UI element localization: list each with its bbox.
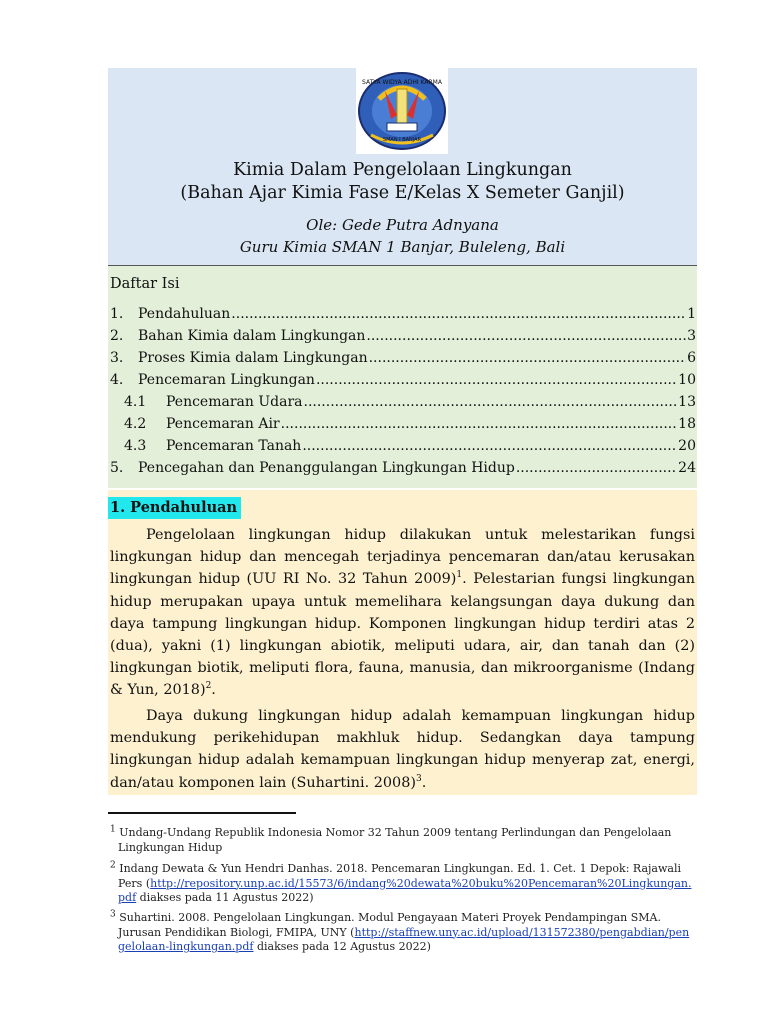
footnote-number: 3 (110, 909, 116, 920)
toc-item-label: Bahan Kimia dalam Lingkungan (138, 328, 366, 344)
toc-subitem[interactable] (110, 413, 696, 435)
toc-item-label: Pencegahan dan Penanggulangan Lingkungan Hidup (138, 460, 515, 476)
section-heading: 1. Pendahuluan (108, 497, 241, 519)
toc-leader-dots (516, 457, 677, 479)
footnote-number: 2 (110, 860, 116, 871)
toc-item-number: 4.3 (124, 438, 147, 454)
footnote-link[interactable]: http://repository.unp.ac.id/15573/6/indang%20dewata%20buku%20Pencemaran%20Lingkungan.pdf (118, 876, 692, 904)
footnote-text: Indang Dewata & Yun Hendri Danhas. 2018. Pencemaran Lingkungan. Ed. 1. Cet. 1 Depok: Rajawali Pers ( (115, 862, 681, 890)
section-pendahuluan (108, 490, 697, 795)
paragraph-text: Daya dukung lingkungan hidup adalah kemampuan lingkungan hidup mendukung perikehidupan makhluk hidup. Sedangkan daya tampung lingkungan hidup adalah kemampuan lingkungan hidup menyerap zat, energi, dan/atau komponen lain (Suhartini. 2008) (110, 708, 695, 791)
footnote-ref[interactable]: 1 (456, 570, 463, 581)
footnote-text: diakses pada 12 Agustus 2022) (253, 940, 431, 953)
toc-item-page: 10 (678, 372, 696, 388)
toc-item[interactable] (110, 369, 696, 391)
toc-item-page: 1 (687, 306, 696, 322)
footnote-link[interactable]: http://staffnew.uny.ac.id/upload/131572380/pengabdian/pengelolaan-lingkungan.pdf (118, 925, 690, 953)
footnote-2 (108, 862, 696, 906)
paragraph-text: . (421, 774, 427, 791)
toc-item-number: 1. (110, 306, 124, 322)
footnote-1 (108, 826, 696, 855)
logo-motto: SATYA WIDYA ADHI KARMA (362, 79, 442, 86)
document-header (108, 68, 697, 265)
footnote-text: Undang-Undang Republik Indonesia Nomor 32 Tahun 2009 tentang Perlindungan dan Pengelolaan Lingkungan Hidup (115, 826, 672, 854)
toc-item-page: 3 (687, 328, 696, 344)
toc-item-label: Pencemaran Air (166, 416, 280, 432)
toc-item-page: 24 (678, 460, 696, 476)
toc-leader-dots (304, 391, 678, 413)
author-affiliation: Guru Kimia SMAN 1 Banjar, Buleleng, Bali (239, 238, 566, 256)
toc-item-page: 20 (678, 438, 696, 454)
footnote-ref[interactable]: 3 (415, 773, 422, 784)
footnote-3 (108, 911, 696, 955)
toc-leader-dots (231, 303, 686, 325)
toc-item[interactable] (110, 325, 696, 347)
author-name: Ole: Gede Putra Adnyana (306, 216, 499, 234)
paragraph-text: . (211, 682, 216, 699)
toc-item-page: 6 (687, 350, 696, 366)
school-logo (356, 68, 448, 154)
footnote-number: 1 (110, 824, 116, 835)
toc-subitem[interactable] (110, 435, 696, 457)
toc-item-page: 13 (678, 394, 696, 410)
paragraph-2 (110, 705, 695, 794)
footnote-ref[interactable]: 2 (205, 681, 212, 692)
toc-leader-dots (281, 413, 678, 435)
toc-item-label: Pencemaran Lingkungan (138, 372, 315, 388)
footnote-text: diakses pada 11 Agustus 2022) (136, 891, 314, 904)
toc-item-label: Pencemaran Udara (166, 394, 303, 410)
footnote-separator (108, 812, 296, 814)
toc-leader-dots (316, 369, 677, 391)
toc-leader-dots (302, 435, 677, 457)
toc-item-number: 2. (110, 328, 124, 344)
toc-leader-dots (366, 325, 686, 347)
toc-item-label: Proses Kimia dalam Lingkungan (138, 350, 368, 366)
toc-item-page: 18 (678, 416, 696, 432)
toc-item[interactable] (110, 347, 696, 369)
toc-item-number: 5. (110, 460, 124, 476)
toc-item-number: 4. (110, 372, 124, 388)
toc-item[interactable] (110, 457, 696, 479)
table-of-contents (108, 265, 697, 488)
toc-item-label: Pencemaran Tanah (166, 438, 302, 454)
toc-subitem[interactable] (110, 391, 696, 413)
toc-item-number: 4.2 (124, 416, 147, 432)
toc-item-number: 3. (110, 350, 124, 366)
paragraph-text: Pengelolaan lingkungan hidup dilakukan untuk melestarikan fungsi lingkungan hidup dan mencegah terjadinya pencemaran dan/atau kerusakan lingkungan hidup (UU RI No. 32 Tahun 2009) (110, 527, 695, 588)
paragraph-1 (110, 524, 695, 702)
logo-school-name: SMAN I BANJAR (382, 137, 422, 143)
document-title: Kimia Dalam Pengelolaan Lingkungan (233, 160, 572, 180)
toc-heading: Daftar Isi (110, 276, 180, 292)
footnote-text: Suhartini. 2008. Pengelolaan Lingkungan. Modul Pengayaan Materi Proyek Pendampingan SMA. Jurusan Pendidikan Biologi, FMIPA, UNY ( (115, 911, 661, 939)
toc-item-number: 4.1 (124, 394, 147, 410)
toc-leader-dots (369, 347, 686, 369)
paragraph-text: . Pelestarian fungsi lingkungan hidup merupakan upaya untuk memelihara kelangsungan daya dukung dan daya tampung lingkungan hidup. Komponen lingkungan hidup terdiri atas 2 (dua), yakni (1) lingkungan abiotik, meliputi udara, air, dan tanah dan (2) lingkungan biotik, meliputi flora, fauna, manusia, dan mikroorganisme (Indang & Yun, 2018) (110, 571, 696, 699)
toc-item[interactable] (110, 303, 696, 325)
document-subtitle: (Bahan Ajar Kimia Fase E/Kelas X Semeter Ganjil) (180, 183, 625, 203)
toc-item-label: Pendahuluan (138, 306, 231, 322)
